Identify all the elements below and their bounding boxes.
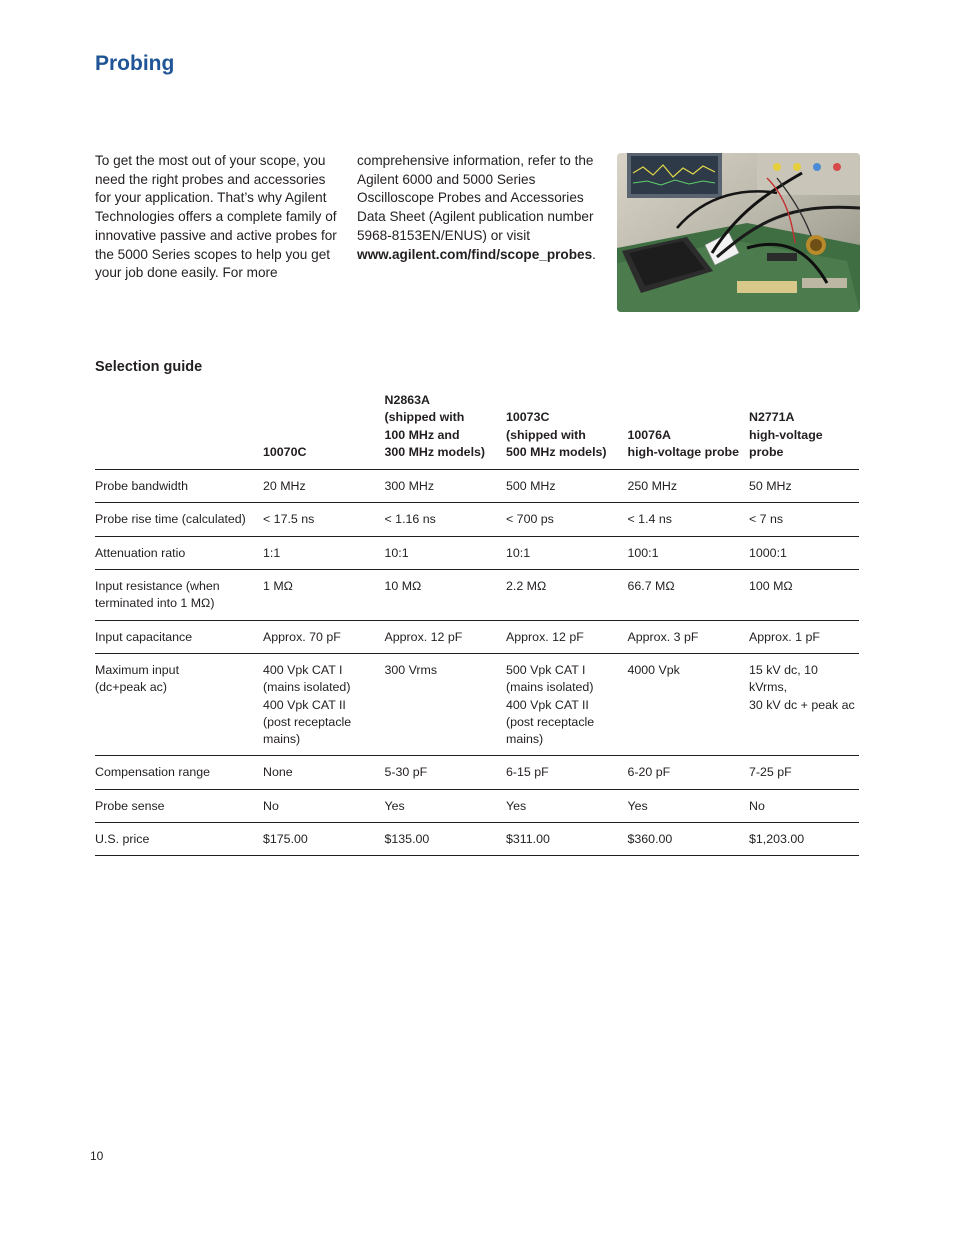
probe-photo (617, 153, 860, 312)
table-cell: 50 MHz (749, 470, 859, 503)
header-cell: 10076A high-voltage probe (628, 392, 750, 470)
table-cell: < 17.5 ns (263, 503, 385, 536)
table-cell: 15 kV dc, 10 kVrms, 30 kV dc + peak ac (749, 653, 859, 755)
table-cell: $360.00 (628, 823, 750, 856)
intro-text-2 (357, 152, 607, 264)
table-cell: Approx. 12 pF (385, 620, 507, 653)
table-cell: 10 MΩ (385, 570, 507, 621)
table-cell: 5-30 pF (385, 756, 507, 789)
selection-guide-table (95, 392, 859, 856)
table-cell: $1,203.00 (749, 823, 859, 856)
table-cell: No (263, 789, 385, 822)
page-number: 10 (90, 1149, 104, 1163)
table-cell: 100:1 (628, 536, 750, 569)
row-label: Input resistance (when terminated into 1 MΩ) (95, 570, 263, 621)
table-cell: 20 MHz (263, 470, 385, 503)
page-title: Probing (95, 52, 175, 75)
table-row (95, 570, 859, 621)
table-row (95, 653, 859, 755)
url-suffix: . (592, 246, 596, 262)
header-cell: N2863A (shipped with 100 MHz and 300 MHz models) (385, 392, 507, 470)
table-cell: 1 MΩ (263, 570, 385, 621)
table-cell: Approx. 70 pF (263, 620, 385, 653)
row-label: Compensation range (95, 756, 263, 789)
table-cell: 66.7 MΩ (628, 570, 750, 621)
table-cell: 1:1 (263, 536, 385, 569)
table-cell: < 700 ps (506, 503, 628, 536)
table-header-row (95, 392, 859, 470)
table-cell: 6-20 pF (628, 756, 750, 789)
table-cell: 7-25 pF (749, 756, 859, 789)
table-cell: $311.00 (506, 823, 628, 856)
selection-guide-title: Selection guide (95, 359, 203, 375)
row-label: Probe sense (95, 789, 263, 822)
table-cell: Approx. 3 pF (628, 620, 750, 653)
table-cell: Yes (506, 789, 628, 822)
table-cell: 300 Vrms (385, 653, 507, 755)
table-cell: 1000:1 (749, 536, 859, 569)
table-cell: No (749, 789, 859, 822)
header-cell: 10070C (263, 392, 385, 470)
row-label: Probe bandwidth (95, 470, 263, 503)
table-row (95, 789, 859, 822)
table-cell: < 7 ns (749, 503, 859, 536)
probe-photo-image (617, 153, 860, 312)
header-cell: N2771A high-voltage probe (749, 392, 859, 470)
intro-text-1: To get the most out of your scope, you need the right probes and accessories for your application. That’s why Agilent Technologies offers a complete family of innovative passive and active probes for the 5000 Series scopes to help you get your job done easily. For more (95, 153, 337, 281)
table-cell: < 1.16 ns (385, 503, 507, 536)
scope-probes-link[interactable]: www.agilent.com/find/scope_probes (357, 246, 593, 262)
header-cell (95, 392, 263, 470)
table-cell: 6-15 pF (506, 756, 628, 789)
table-row (95, 620, 859, 653)
table-cell: 4000 Vpk (628, 653, 750, 755)
row-label: Attenuation ratio (95, 536, 263, 569)
intro-text-2-body: comprehensive information, refer to the Agilent 6000 and 5000 Series Oscilloscope Probes and Accessories Data Sheet (Agilent publication number 5968-8153EN/ENUS) or visit (357, 153, 594, 243)
table-cell: 10:1 (385, 536, 507, 569)
table-cell: 400 Vpk CAT I (mains isolated) 400 Vpk CAT II (post receptacle mains) (263, 653, 385, 755)
row-label: Probe rise time (calculated) (95, 503, 263, 536)
table-cell: Yes (628, 789, 750, 822)
table-cell: 500 MHz (506, 470, 628, 503)
table-cell: 100 MΩ (749, 570, 859, 621)
table-cell: 500 Vpk CAT I (mains isolated) 400 Vpk CAT II (post receptacle mains) (506, 653, 628, 755)
row-label: Maximum input (dc+peak ac) (95, 653, 263, 755)
intro-column-2 (357, 152, 607, 264)
table-row (95, 756, 859, 789)
row-label: Input capacitance (95, 620, 263, 653)
table-cell: 10:1 (506, 536, 628, 569)
table-cell: 2.2 MΩ (506, 570, 628, 621)
table-cell: $135.00 (385, 823, 507, 856)
table-cell: 300 MHz (385, 470, 507, 503)
table-cell: Approx. 1 pF (749, 620, 859, 653)
table-cell: Approx. 12 pF (506, 620, 628, 653)
table-cell: Yes (385, 789, 507, 822)
table-cell: < 1.4 ns (628, 503, 750, 536)
table-cell: $175.00 (263, 823, 385, 856)
row-label: U.S. price (95, 823, 263, 856)
table-row (95, 823, 859, 856)
table-row (95, 470, 859, 503)
table-cell: None (263, 756, 385, 789)
table-cell: 250 MHz (628, 470, 750, 503)
table-row (95, 536, 859, 569)
header-cell: 10073C (shipped with 500 MHz models) (506, 392, 628, 470)
table-row (95, 503, 859, 536)
intro-column-1 (95, 152, 340, 283)
